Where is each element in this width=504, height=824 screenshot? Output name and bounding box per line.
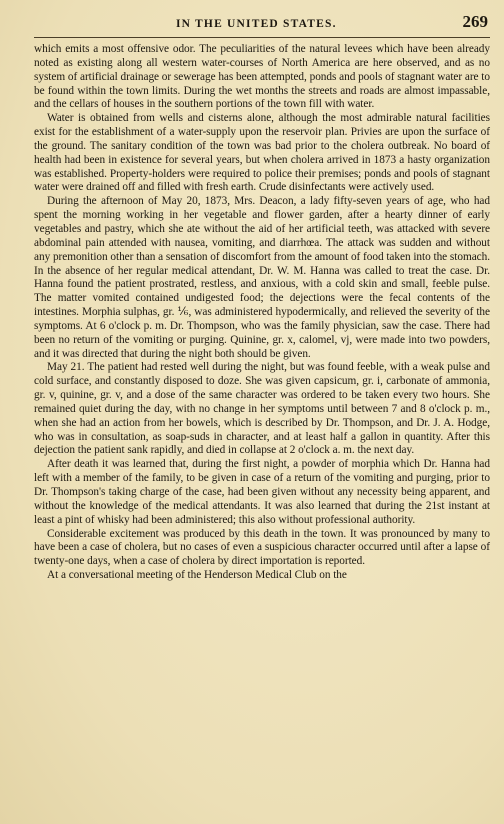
page-number: 269: [462, 12, 488, 31]
paragraph-water-supply: Water is obtained from wells and cisterns alone, although the most admirable natural facilities exist for the establishment of a water-supply upon the reservoir plan. Privies are upon the surface of the ground. The sanitary condition of the town was bad prior to the cholera outbreak. No board of health had been in existence for several years, but when cholera arrived in 1873 a hasty organization was established. Property-holders were required to police their premises; ponds and pools of stagnant water were drained off and filled with fresh earth. Crude disinfectants were actively used.: [34, 112, 490, 194]
paragraph-excitement: Considerable excitement was produced by this death in the town. It was pronounced by many to have been a case of cholera, but no cases of even a suspicious character occurred until after a lapse of twenty-one days, when a case of cholera by direct importation is reported.: [34, 527, 490, 568]
paragraph-after-death: After death it was learned that, during the first night, a powder of morphia which Dr. Hanna had left with a member of the family, to be given in case of a return of the vomiting and purging, prior to Dr. Thompson's taking charge of the case, had been given without any necessity being apparent, and without the knowledge of the medical attendants. It was also learned that during the 21st instant at least a pint of whisky had been administered; this also without professional authority.: [34, 458, 490, 526]
paragraph-case-onset: During the afternoon of May 20, 1873, Mrs. Deacon, a lady fifty-seven years of age, who had spent the morning working in her vegetable and flower garden, after a hearty dinner of early vegetables and pastry, which she ate without the aid of her artificial teeth, was attacked with severe abdominal pain attended with nausea, vomiting, and diarrhœa. The attack was sudden and without any premonition other than a sensation of discomfort from the amount of food taken into the stomach. In the absence of her regular medical attendant, Dr. W. M. Hanna was called to treat the case. Dr. Hanna found the patient prostrated, restless, and anxious, with a cold skin and small, feeble pulse. The matter vomited contained undigested food; the dejections were the fecal contents of the intestines. Morphia sulphas, gr. ⅙, was administered hypodermically, and relieved the severity of the symptoms. At 6 o'clock p. m. Dr. Thompson, who was the family physician, saw the case. There had been no return of the vomiting or purging. Quinine, gr. x, calomel, vj, were made into two powders, and it was directed that during the night both should be given.: [34, 195, 490, 360]
paragraph-may-21: May 21. The patient had rested well during the night, but was found feeble, with a weak pulse and cold surface, and constantly disposed to doze. She was given capsicum, gr. i, carbonate of ammonia, gr. v, quinine, gr. v, and a dose of the same character was ordered to be taken every two hours. She remained quiet during the day, with no change in her symptoms until between 7 and 8 o'clock p. m., when she had an action from her bowels, which is described by Dr. Thompson, and Dr. J. A. Hodge, who was in consultation, as soap-suds in character, and at least half a gallon in quantity. After this dejection the patient sank rapidly, and died in collapse at 2 o'clock a. m. the next day.: [34, 361, 490, 457]
running-head: IN THE UNITED STATES.: [176, 18, 337, 30]
body-text: [34, 43, 490, 583]
page-header: [176, 12, 490, 34]
paragraph-continued-drainage: which emits a most offensive odor. The peculiarities of the natural levees which have been already noted as existing along all western water-courses of North America are here observed, and as no system of artificial drainage or sewerage has been attempted, ponds and pools of stagnant water are to be found within the town limits. During the wet months the streets and roads are almost impassable, and the cellars of houses in the southern portions of the town fill with water.: [34, 43, 490, 111]
header-rule: [34, 37, 490, 38]
paragraph-meeting: At a conversational meeting of the Henderson Medical Club on the: [47, 569, 347, 582]
